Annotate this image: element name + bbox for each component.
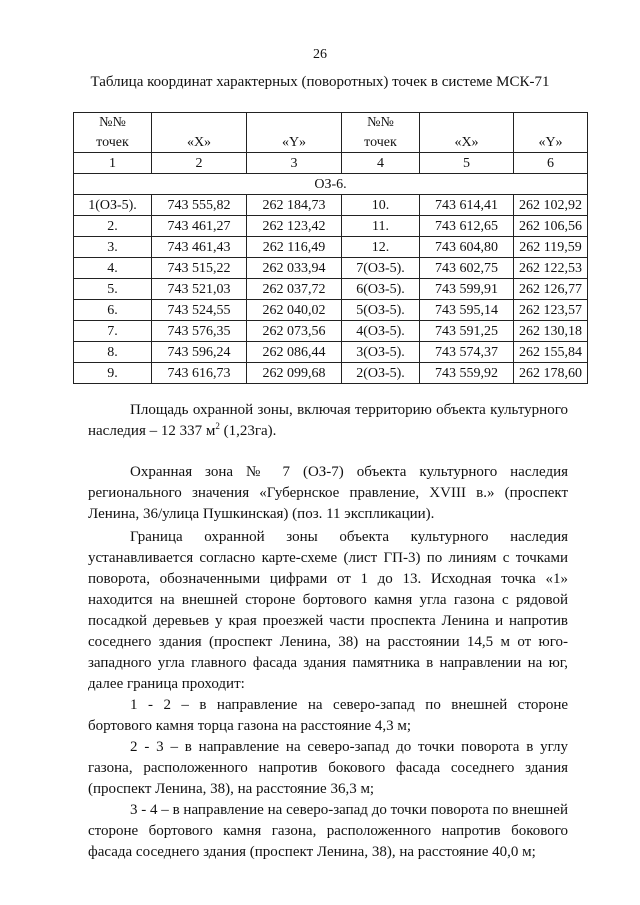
table-row	[74, 258, 588, 279]
coordinate-cell: 743 461,43	[152, 237, 247, 258]
coordinate-cell: 262 130,18	[514, 321, 588, 342]
coordinate-cell: 262 073,56	[247, 321, 342, 342]
table-row	[74, 321, 588, 342]
coordinate-cell: 743 515,22	[152, 258, 247, 279]
point-number-cell: 4.	[74, 258, 152, 279]
header-x-right: «X»	[420, 132, 514, 153]
area-text: Площадь охранной зоны, включая территорию объекта культурного наследия – 12 337 м	[88, 402, 568, 439]
boundary-text: Граница охранной зоны объекта культурного наследия устанавливается согласно карте-схеме (лист ГП-3) по линиям с точками поворота, обозначенными цифрами от 1 до 13. Исходная точка «1» находится на внешней стороне бортового камня угла газона с рядовой посадкой деревьев у края проезжей части проспекта Ленина и напротив соседнего здания (проспект Ленина, 38) на расстоянии 14,5 м от юго-западного угла главного фасада здания памятника в направлении на юг, далее граница проходит:	[88, 529, 568, 692]
header-x: «X»	[152, 132, 247, 153]
table-row	[74, 237, 588, 258]
coordinate-cell: 743 599,91	[420, 279, 514, 300]
coordinate-cell: 743 559,92	[420, 363, 514, 384]
header-num-line2: точек	[74, 132, 152, 153]
point-number-cell: 4(ОЗ-5).	[342, 321, 420, 342]
point-number-cell: 6(ОЗ-5).	[342, 279, 420, 300]
coordinate-cell: 262 106,56	[514, 216, 588, 237]
table-title: Таблица координат характерных (поворотных) точек в системе МСК-71	[90, 74, 550, 90]
coordinate-cell: 262 116,49	[247, 237, 342, 258]
header-num-line1: №№	[74, 113, 152, 133]
coordinate-cell: 743 612,65	[420, 216, 514, 237]
coordinate-cell: 743 602,75	[420, 258, 514, 279]
coordinate-cell: 743 461,27	[152, 216, 247, 237]
column-number-row	[74, 153, 588, 174]
point-number-cell: 6.	[74, 300, 152, 321]
boundary-paragraph	[88, 527, 568, 863]
coordinate-cell: 262 155,84	[514, 342, 588, 363]
page-number: 26	[313, 47, 327, 62]
point-number-cell: 10.	[342, 195, 420, 216]
header-blank	[152, 113, 247, 133]
table-row	[74, 300, 588, 321]
coordinate-cell: 262 040,02	[247, 300, 342, 321]
header-y: «Y»	[247, 132, 342, 153]
area-superscript: 2	[215, 421, 220, 431]
coordinate-cell: 262 086,44	[247, 342, 342, 363]
segment-text: 3 - 4 – в направление на северо-запад до точки поворота по внешней стороне бортового камня газона, расположенного напротив бокового фасада соседнего здания (проспект Ленина, 38), на расстояние 40,0 м;	[88, 802, 568, 860]
coordinate-cell: 743 595,14	[420, 300, 514, 321]
coordinate-rows	[74, 195, 588, 384]
coordinate-cell: 262 184,73	[247, 195, 342, 216]
zone7-intro-text: Охранная зона № 7 (ОЗ-7) объекта культурного наследия регионального значения «Губернское правление, XVIII в.» (проспект Ленина, 36/улица Пушкинская) (поз. 11 экспликации).	[88, 464, 568, 522]
point-number-cell: 9.	[74, 363, 152, 384]
table-row	[74, 342, 588, 363]
coordinate-cell: 743 614,41	[420, 195, 514, 216]
coordinate-cell: 262 102,92	[514, 195, 588, 216]
coordinate-cell: 743 574,37	[420, 342, 514, 363]
header-num-line1-right: №№	[342, 113, 420, 133]
coordinate-cell: 743 604,80	[420, 237, 514, 258]
zone7-intro-paragraph	[88, 462, 568, 525]
table-header-row-top	[74, 113, 588, 133]
header-blank	[247, 113, 342, 133]
coordinate-cell: 262 037,72	[247, 279, 342, 300]
column-number: 3	[247, 153, 342, 174]
point-number-cell: 1(ОЗ-5).	[74, 195, 152, 216]
coordinate-cell: 743 591,25	[420, 321, 514, 342]
coordinate-cell: 262 099,68	[247, 363, 342, 384]
coordinate-cell: 262 119,59	[514, 237, 588, 258]
coordinate-cell: 743 616,73	[152, 363, 247, 384]
section-row	[74, 174, 588, 195]
point-number-cell: 2(ОЗ-5).	[342, 363, 420, 384]
coordinate-cell: 262 122,53	[514, 258, 588, 279]
table-row	[74, 195, 588, 216]
point-number-cell: 8.	[74, 342, 152, 363]
coordinate-cell: 262 123,42	[247, 216, 342, 237]
header-blank	[420, 113, 514, 133]
header-blank	[514, 113, 588, 133]
header-y-right: «Y»	[514, 132, 588, 153]
column-number: 5	[420, 153, 514, 174]
header-num-line2-right: точек	[342, 132, 420, 153]
point-number-cell: 12.	[342, 237, 420, 258]
point-number-cell: 5.	[74, 279, 152, 300]
coordinate-cell: 743 521,03	[152, 279, 247, 300]
column-number: 6	[514, 153, 588, 174]
point-number-cell: 11.	[342, 216, 420, 237]
point-number-cell: 3(ОЗ-5).	[342, 342, 420, 363]
coordinate-cell: 262 178,60	[514, 363, 588, 384]
coordinate-cell: 743 596,24	[152, 342, 247, 363]
table-row	[74, 363, 588, 384]
section-label: ОЗ-6.	[74, 174, 588, 195]
point-number-cell: 3.	[74, 237, 152, 258]
table-row	[74, 216, 588, 237]
column-number: 1	[74, 153, 152, 174]
table-header-row-bottom	[74, 132, 588, 153]
coordinate-cell: 262 033,94	[247, 258, 342, 279]
column-number: 4	[342, 153, 420, 174]
point-number-cell: 5(ОЗ-5).	[342, 300, 420, 321]
segment-text: 2 - 3 – в направление на северо-запад до точки поворота в углу газона, расположенного напротив бокового фасада соседнего здания (проспект Ленина, 38), на расстояние 36,3 м;	[88, 739, 568, 797]
coordinate-cell: 743 524,55	[152, 300, 247, 321]
point-number-cell: 7(ОЗ-5).	[342, 258, 420, 279]
table-row	[74, 279, 588, 300]
coordinate-cell: 262 126,77	[514, 279, 588, 300]
column-number: 2	[152, 153, 247, 174]
point-number-cell: 7.	[74, 321, 152, 342]
coordinate-cell: 743 576,35	[152, 321, 247, 342]
coordinate-cell: 743 555,82	[152, 195, 247, 216]
coordinate-cell: 262 123,57	[514, 300, 588, 321]
area-text-end: (1,23га).	[219, 423, 277, 439]
coordinates-table	[73, 112, 588, 384]
segment-text: 1 - 2 – в направление на северо-запад по внешней стороне бортового камня торца газона на расстояние 4,3 м;	[88, 697, 568, 734]
area-paragraph	[88, 400, 568, 442]
point-number-cell: 2.	[74, 216, 152, 237]
